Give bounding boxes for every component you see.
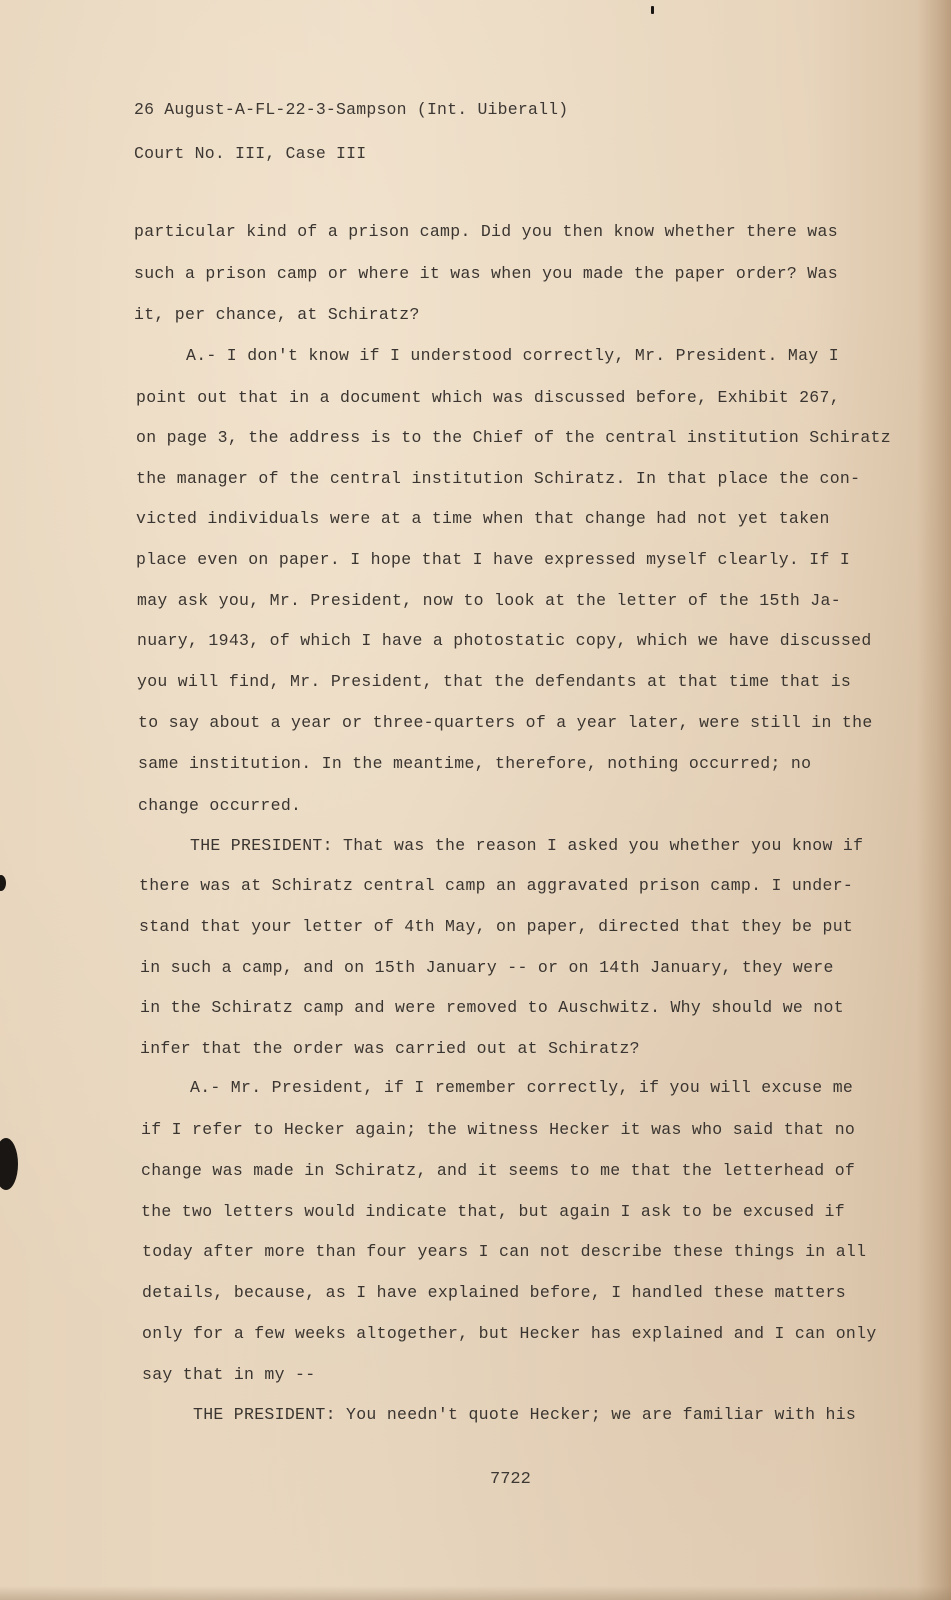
punch-hole-mark-small: [0, 875, 6, 891]
body-line-28: only for a few weeks altogether, but Hecker has explained and I can only: [142, 1324, 877, 1343]
body-line-9: place even on paper. I hope that I have expressed myself clearly. If I: [136, 550, 851, 569]
body-line-27: details, because, as I have explained before, I handled these matters: [142, 1283, 846, 1302]
body-line-5: point out that in a document which was discussed before, Exhibit 267,: [136, 388, 840, 407]
body-line-20: in the Schiratz camp and were removed to Auschwitz. Why should we not: [140, 998, 844, 1017]
body-line-24: change was made in Schiratz, and it seems to me that the letterhead of: [141, 1161, 856, 1180]
body-line-6: on page 3, the address is to the Chief of the central institution Schiratz: [136, 428, 891, 447]
body-line-11: nuary, 1943, of which I have a photostatic copy, which we have discussed: [137, 631, 872, 650]
page-number: 7722: [490, 1470, 531, 1489]
paper-edge-shadow-right: [917, 0, 951, 1600]
transcript-header-line-2: Court No. III, Case III: [134, 144, 367, 163]
punch-hole-mark: [0, 1138, 18, 1190]
body-line-14: same institution. In the meantime, therefore, nothing occurred; no: [138, 754, 812, 773]
body-line-18: stand that your letter of 4th May, on paper, directed that they be put: [139, 917, 854, 936]
paper-edge-shadow-bottom: [0, 1586, 951, 1600]
body-line-7: the manager of the central institution Schiratz. In that place the con-: [136, 469, 861, 488]
body-line-13: to say about a year or three-quarters of a year later, were still in the: [138, 713, 873, 732]
body-line-17: there was at Schiratz central camp an aggravated prison camp. I under-: [139, 876, 854, 895]
body-line-1: particular kind of a prison camp. Did you then know whether there was: [134, 222, 838, 241]
body-line-10: may ask you, Mr. President, now to look at the letter of the 15th Ja-: [137, 591, 841, 610]
body-line-4: A.- I don't know if I understood correctly, Mr. President. May I: [186, 346, 839, 365]
body-line-15: change occurred.: [138, 796, 302, 815]
body-line-8: victed individuals were at a time when that change had not yet taken: [136, 509, 830, 528]
body-line-29: say that in my --: [142, 1365, 316, 1384]
body-line-2: such a prison camp or where it was when you made the paper order? Was: [134, 264, 838, 283]
body-line-3: it, per chance, at Schiratz?: [134, 305, 420, 324]
body-line-25: the two letters would indicate that, but again I ask to be excused if: [141, 1202, 845, 1221]
body-line-26: today after more than four years I can not describe these things in all: [142, 1242, 867, 1261]
ink-speck: [651, 6, 654, 14]
body-line-23: if I refer to Hecker again; the witness Hecker it was who said that no: [141, 1120, 856, 1139]
transcript-header-line-1: 26 August-A-FL-22-3-Sampson (Int. Uiberall): [134, 100, 569, 119]
body-line-16: THE PRESIDENT: That was the reason I asked you whether you know if: [190, 836, 864, 855]
body-line-12: you will find, Mr. President, that the defendants at that time that is: [137, 672, 852, 691]
body-line-22: A.- Mr. President, if I remember correctly, if you will excuse me: [190, 1078, 854, 1097]
body-line-19: in such a camp, and on 15th January -- or on 14th January, they were: [140, 958, 834, 977]
body-line-21: infer that the order was carried out at Schiratz?: [140, 1039, 640, 1058]
body-line-30: THE PRESIDENT: You needn't quote Hecker; we are familiar with his: [193, 1405, 857, 1424]
